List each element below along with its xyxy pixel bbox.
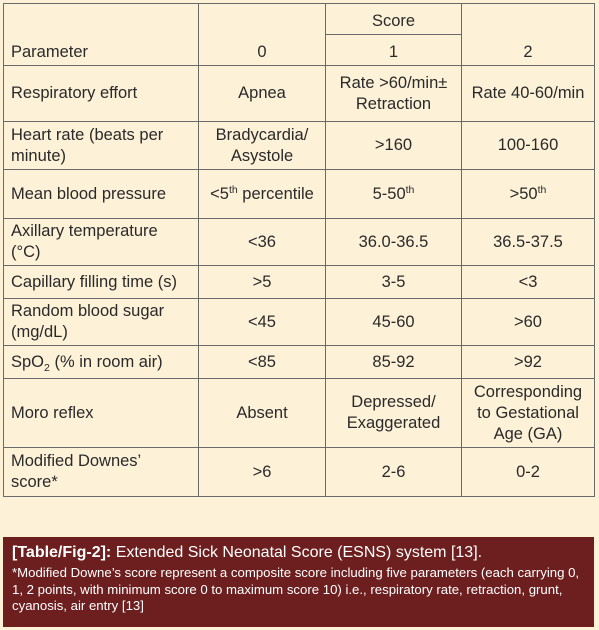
score-1-cell: 45-60 [326,299,462,346]
score-1-header: 1 [326,35,462,66]
parameter-text: SpO [11,352,45,371]
score-0-cell: Apnea [199,66,326,122]
score-0-cell: Bradycardia/ Asystole [199,122,326,170]
score-1-cell: 85-92 [326,346,462,379]
caption-title [12,542,585,564]
score-2-cell: 0-2 [462,448,595,497]
score-2-cell: 36.5-37.5 [462,219,595,266]
score-0-cell: >5 [199,266,326,299]
score-2-cell [462,170,595,219]
score-2-cell: 100-160 [462,122,595,170]
table-row [4,170,595,219]
table-row [4,379,595,448]
score-2-cell: Corresponding to Gestational Age (GA) [462,379,595,448]
table-row [4,299,595,346]
table-row [4,122,595,170]
score-0-header: 0 [199,4,326,66]
parameter-cell: Heart rate (beats per minute) [4,122,199,170]
score-2-cell: >60 [462,299,595,346]
score-1-cell: 2-6 [326,448,462,497]
score-2-cell: >92 [462,346,595,379]
score-0-cell: >6 [199,448,326,497]
score-2-value: >50 [509,184,538,203]
score-0-cell: <45 [199,299,326,346]
score-0-cell: <36 [199,219,326,266]
parameter-cell: Axillary temperature (°C) [4,219,199,266]
caption-footnote: *Modified Downe’s score represent a composite score including five parameters (each carrying 0, 1, 2 points, with minimum score 0 to maximum score 10) i.e., respiratory rate, retraction, grunt, cyanosis, air entry [13] [12,565,580,613]
table-row [4,66,595,122]
score-2-header: 2 [462,4,595,66]
caption-title-text: Extended Sick Neonatal Score (ESNS) system [13]. [111,544,483,561]
score-1-cell: Rate >60/min± Retraction [326,66,462,122]
score-1-value: 5-50 [372,184,406,203]
ordinal-suffix: th [537,183,547,196]
score-1-cell: 3-5 [326,266,462,299]
table-row [4,448,595,497]
parameter-cell: Random blood sugar (mg/dL) [4,299,199,346]
table-row [4,219,595,266]
parameter-cell: Respiratory effort [4,66,199,122]
score-0-value: <5 [210,184,229,203]
score-1-cell: >160 [326,122,462,170]
score-0-value-tail: percentile [237,184,314,203]
score-2-cell: Rate 40-60/min [462,66,595,122]
parameter-cell [4,346,199,379]
table-row [4,346,595,379]
parameter-cell: Mean blood pressure [4,170,199,219]
score-0-cell [199,170,326,219]
figure-caption [3,537,594,627]
ordinal-suffix: th [405,183,415,196]
caption-label: [Table/Fig-2]: [12,544,112,561]
score-1-cell: Depressed/ Exaggerated [326,379,462,448]
parameter-header: Parameter [4,4,199,66]
score-0-cell: Absent [199,379,326,448]
table-header-row [4,4,595,35]
subscript: 2 [44,361,50,374]
score-2-cell: <3 [462,266,595,299]
score-1-cell: 36.0-36.5 [326,219,462,266]
ordinal-suffix: th [228,183,238,196]
esns-table [3,3,595,497]
table-row [4,266,595,299]
score-0-cell: <85 [199,346,326,379]
score-1-cell [326,170,462,219]
parameter-cell: Capillary filling time (s) [4,266,199,299]
parameter-cell: Moro reflex [4,379,199,448]
score-group-header: Score [326,4,462,35]
parameter-text-tail: (% in room air) [49,352,163,371]
parameter-cell: Modified Downes’ score* [4,448,199,497]
